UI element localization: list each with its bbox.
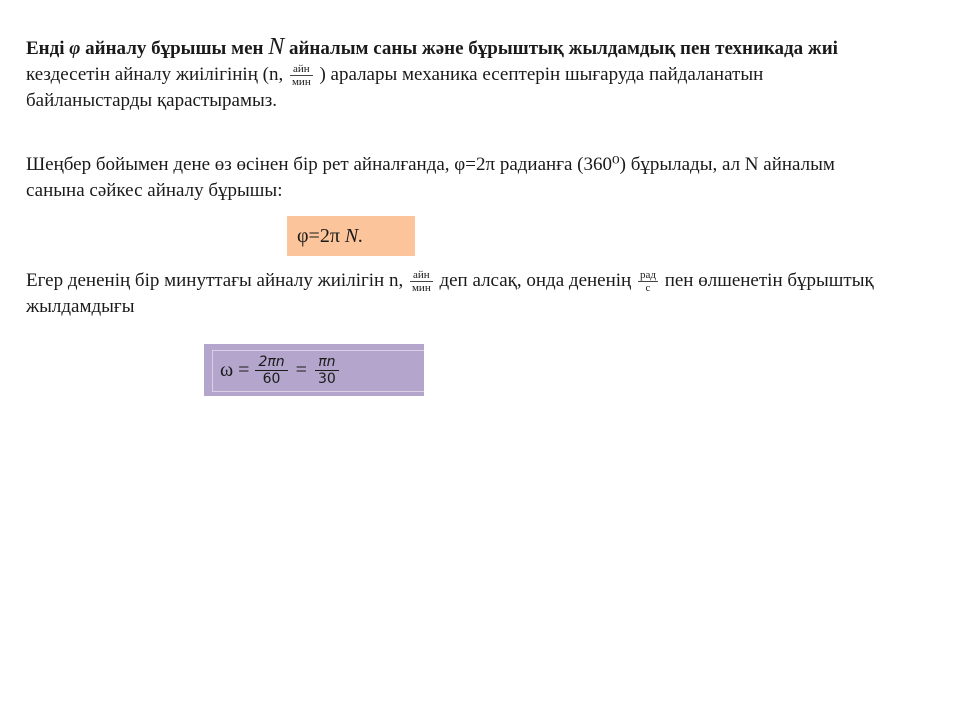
velocity-line1-mid: деп алсақ, онда дененің xyxy=(439,270,632,291)
rotation-line2: санына сәйкес айналу бұрышы: xyxy=(26,180,283,201)
rads-denominator: с xyxy=(645,282,651,295)
velocity-line1-end: пен өлшенетін бұрыштық xyxy=(664,270,874,291)
formula-omega xyxy=(204,344,424,396)
paragraph-rotation xyxy=(26,152,934,204)
omega-equals: = xyxy=(295,358,307,381)
omega-fraction-1-denominator: 60 xyxy=(262,370,281,387)
rads-numerator: рад xyxy=(639,269,656,282)
omega-fraction-2 xyxy=(315,354,339,387)
rpm-fraction xyxy=(410,269,433,294)
intro-phrase-end: айналым саны және бұрыштық жылдамдық пен техникада жиі xyxy=(288,38,838,59)
n-symbol: N xyxy=(268,34,285,60)
velocity-line2: жылдамдығы xyxy=(26,296,135,318)
formula-angle-lhs: φ=2π xyxy=(297,225,340,247)
rpm-numerator: айн xyxy=(410,269,433,282)
unit-denominator: мин xyxy=(291,76,311,89)
omega-label: ω = xyxy=(220,358,250,381)
intro-line2-end: ) аралары механика есептерін шығаруда пайдаланатын xyxy=(319,64,764,85)
paragraph-intro xyxy=(26,34,934,114)
omega-fraction-1 xyxy=(255,354,287,387)
rpm-denominator: мин xyxy=(411,282,431,295)
intro-line3: байланыстарды қарастырамыз. xyxy=(26,90,278,112)
rads-fraction xyxy=(638,269,658,294)
rotation-line1: Шеңбер бойымен дене өз өсінен бір рет айналғанда, φ=2π радианға (360⁰) бұрылады, ал N айналым xyxy=(26,154,835,175)
unit-numerator: айн xyxy=(290,63,313,76)
paragraph-angular-velocity xyxy=(26,268,934,320)
unit-fraction xyxy=(290,63,313,88)
phi-symbol: φ xyxy=(69,38,81,59)
formula-angle-rhs: N. xyxy=(344,225,364,247)
omega-fraction-1-numerator: 2πn xyxy=(255,354,287,371)
formula-angle xyxy=(287,216,415,256)
omega-fraction-2-numerator: πn xyxy=(315,354,338,371)
intro-phrase: айналу бұрышы мен xyxy=(85,38,264,59)
omega-fraction-2-denominator: 30 xyxy=(317,370,336,387)
velocity-line1-start: Егер дененің бір минуттағы айналу жиілігін n, xyxy=(26,270,404,291)
intro-word: Енді xyxy=(26,38,65,59)
intro-line2-start: кездесетін айналу жиілігінің (n, xyxy=(26,64,284,85)
